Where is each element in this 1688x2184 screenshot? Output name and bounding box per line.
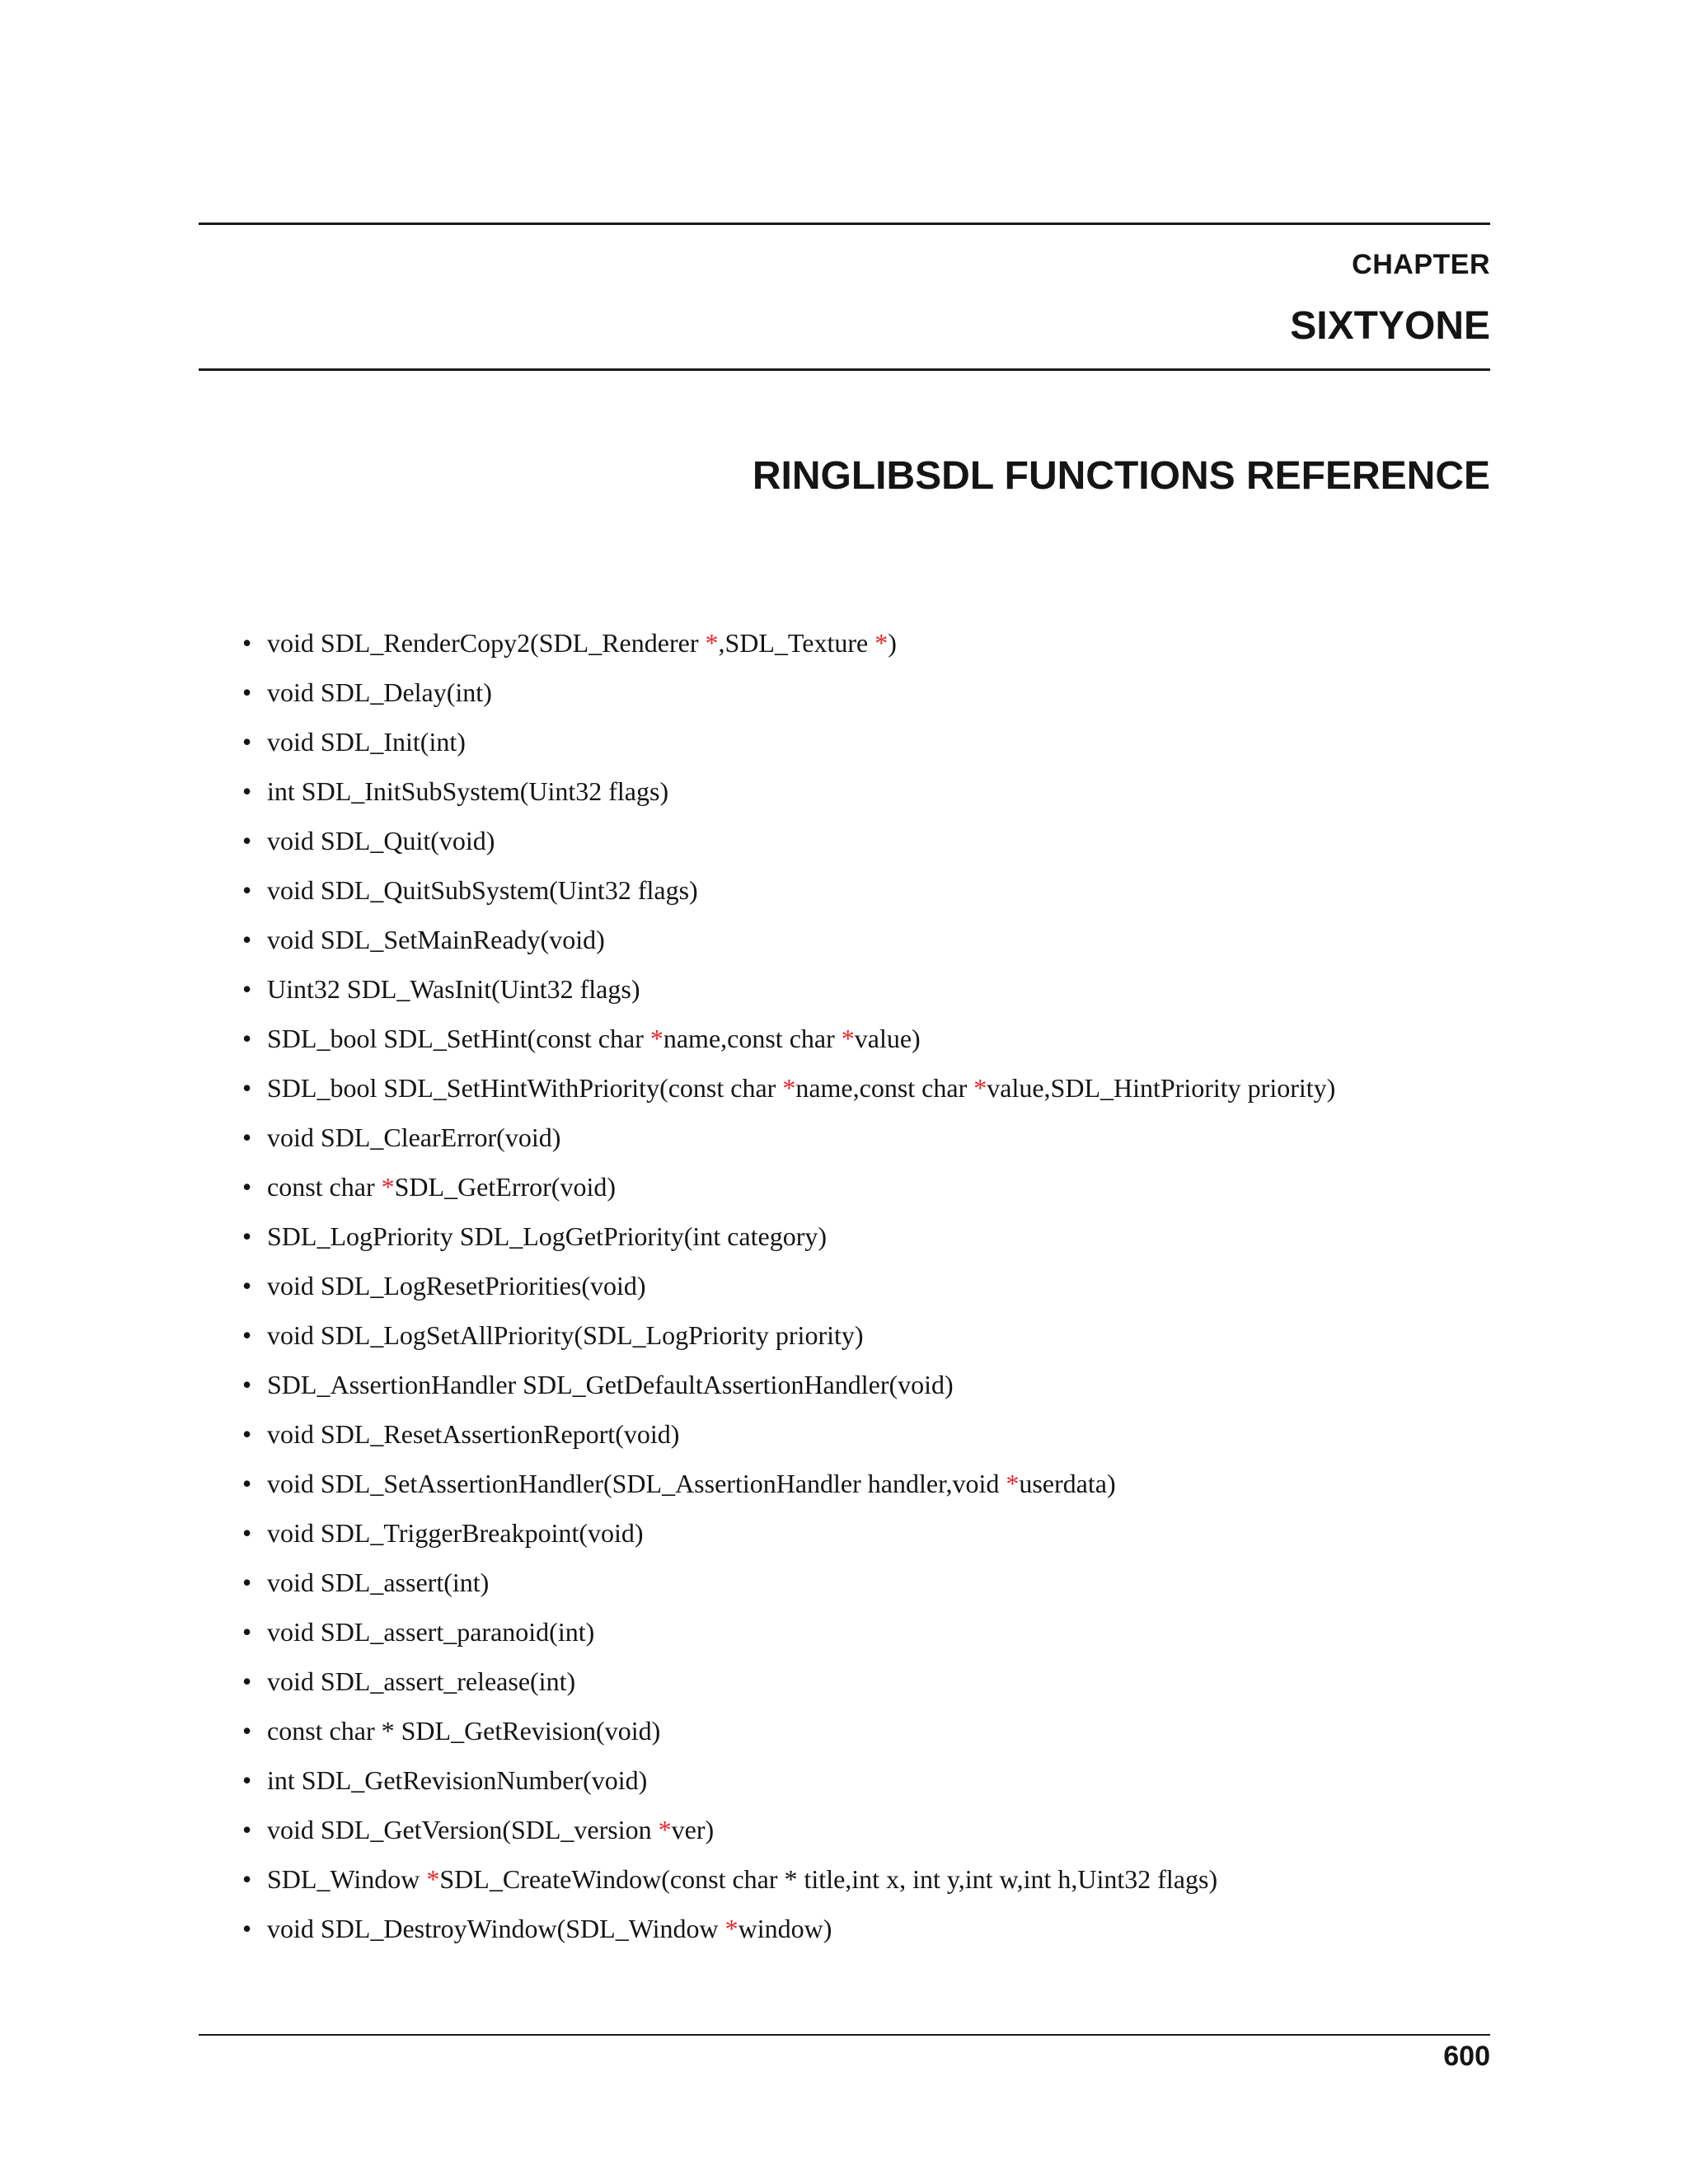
function-signature-text: SDL_CreateWindow(const char * title,int x, int y,int w,int h,Uint32 flags) — [439, 1864, 1218, 1894]
function-signature-text: ver) — [671, 1815, 715, 1844]
pointer-asterisk: * — [874, 628, 889, 658]
function-signature-text: ) — [888, 628, 897, 658]
function-signature-text: ,SDL_Texture — [718, 628, 875, 658]
bullet-icon: • — [242, 1666, 252, 1696]
bullet-icon: • — [242, 875, 252, 905]
function-list-item — [239, 622, 1335, 672]
function-signature-text: void SDL_LogSetAllPriority(SDL_LogPriority priority) — [267, 1320, 864, 1350]
function-list-item — [239, 672, 1335, 721]
function-list-item — [239, 1315, 1335, 1364]
pointer-asterisk: * — [658, 1815, 672, 1844]
function-signature-text: void SDL_SetMainReady(void) — [267, 925, 605, 954]
function-list-item — [239, 968, 1335, 1018]
function-list-item — [239, 1413, 1335, 1463]
function-list-item — [239, 1018, 1335, 1067]
function-signature-text: SDL_Window — [267, 1864, 427, 1894]
function-signature-text: void SDL_Quit(void) — [267, 826, 495, 855]
function-list-item — [239, 1067, 1335, 1117]
function-signature-text: void SDL_GetVersion(SDL_version — [267, 1815, 659, 1844]
function-signature-text: int SDL_InitSubSystem(Uint32 flags) — [267, 776, 669, 806]
chapter-rule — [199, 368, 1490, 371]
function-signature-text: void SDL_ResetAssertionReport(void) — [267, 1419, 680, 1449]
function-signature-text: void SDL_LogResetPriorities(void) — [267, 1271, 646, 1301]
function-list-item — [239, 1512, 1335, 1562]
pointer-asterisk: * — [724, 1914, 738, 1943]
bullet-icon: • — [242, 1765, 252, 1795]
bullet-icon: • — [242, 1716, 252, 1746]
bullet-icon: • — [242, 1815, 252, 1844]
function-signature-text: void SDL_RenderCopy2(SDL_Renderer — [267, 628, 706, 658]
footer-rule — [199, 2034, 1490, 2036]
pointer-asterisk: * — [426, 1864, 440, 1894]
function-list-item — [239, 869, 1335, 919]
pointer-asterisk: * — [841, 1024, 855, 1053]
function-list-item — [239, 1809, 1335, 1858]
bullet-icon: • — [242, 974, 252, 1004]
function-signature-text: SDL_bool SDL_SetHint(const char — [267, 1024, 650, 1053]
pointer-asterisk: * — [705, 628, 719, 658]
function-list-item — [239, 1562, 1335, 1611]
function-list-item — [239, 1661, 1335, 1710]
bullet-icon: • — [242, 1419, 252, 1449]
function-signature-text: name,const char — [795, 1073, 974, 1103]
function-signature-text: Uint32 SDL_WasInit(Uint32 flags) — [267, 974, 640, 1004]
bullet-icon: • — [242, 1073, 252, 1103]
page-title: RINGLIBSDL FUNCTIONS REFERENCE — [752, 454, 1490, 498]
function-signature-text: void SDL_Init(int) — [267, 727, 466, 757]
function-list-item — [239, 919, 1335, 968]
function-signature-text: void SDL_assert_paranoid(int) — [267, 1617, 595, 1647]
function-signature-text: userdata) — [1019, 1469, 1116, 1498]
bullet-icon: • — [242, 1271, 252, 1301]
function-signature-text: void SDL_assert(int) — [267, 1568, 490, 1597]
function-signature-text: int SDL_GetRevisionNumber(void) — [267, 1765, 648, 1795]
function-list — [239, 622, 1335, 1957]
function-signature-text: void SDL_ClearError(void) — [267, 1122, 561, 1152]
function-signature-text: void SDL_Delay(int) — [267, 677, 492, 707]
bullet-icon: • — [242, 677, 252, 707]
function-list-item — [239, 1463, 1335, 1512]
bullet-icon: • — [242, 1469, 252, 1498]
bullet-icon: • — [242, 776, 252, 806]
bullet-icon: • — [242, 1914, 252, 1943]
pointer-asterisk: * — [973, 1073, 987, 1103]
bullet-icon: • — [242, 1221, 252, 1251]
function-signature-text: SDL_AssertionHandler SDL_GetDefaultAssertionHandler(void) — [267, 1370, 954, 1399]
function-signature-text: void SDL_DestroyWindow(SDL_Window — [267, 1914, 725, 1943]
bullet-icon: • — [242, 1370, 252, 1399]
function-list-item — [239, 1216, 1335, 1265]
function-list-item — [239, 1265, 1335, 1315]
pointer-asterisk: * — [782, 1073, 796, 1103]
bullet-icon: • — [242, 1024, 252, 1053]
function-list-item — [239, 1710, 1335, 1760]
function-list-item — [239, 721, 1335, 771]
pointer-asterisk: * — [1006, 1469, 1020, 1498]
pointer-asterisk: * — [381, 1172, 395, 1202]
bullet-icon: • — [242, 1864, 252, 1894]
function-signature-text: name,const char — [663, 1024, 842, 1053]
function-signature-text: SDL_bool SDL_SetHintWithPriority(const char — [267, 1073, 783, 1103]
bullet-icon: • — [242, 1518, 252, 1548]
bullet-icon: • — [242, 1320, 252, 1350]
function-list-item — [239, 1364, 1335, 1413]
function-list-item — [239, 1858, 1335, 1908]
bullet-icon: • — [242, 1568, 252, 1597]
function-list-item — [239, 820, 1335, 869]
function-signature-text: void SDL_assert_release(int) — [267, 1666, 576, 1696]
bullet-icon: • — [242, 925, 252, 954]
function-list-item — [239, 1611, 1335, 1661]
function-signature-text: void SDL_SetAssertionHandler(SDL_AssertionHandler handler,void — [267, 1469, 1006, 1498]
function-signature-text: void SDL_QuitSubSystem(Uint32 flags) — [267, 875, 698, 905]
function-signature-text: value,SDL_HintPriority priority) — [987, 1073, 1336, 1103]
bullet-icon: • — [242, 826, 252, 855]
function-signature-text: const char — [267, 1172, 382, 1202]
page-number: 600 — [1443, 2041, 1490, 2072]
function-signature-text: value) — [854, 1024, 921, 1053]
function-list-item — [239, 771, 1335, 820]
chapter-number: SIXTYONE — [1290, 304, 1490, 348]
chapter-label: CHAPTER — [1352, 249, 1490, 280]
function-list-item — [239, 1166, 1335, 1216]
function-signature-text: const char * SDL_GetRevision(void) — [267, 1716, 661, 1746]
top-rule — [199, 223, 1490, 225]
bullet-icon: • — [242, 727, 252, 757]
bullet-icon: • — [242, 1172, 252, 1202]
bullet-icon: • — [242, 628, 252, 658]
function-signature-text: void SDL_TriggerBreakpoint(void) — [267, 1518, 644, 1548]
function-signature-text: SDL_LogPriority SDL_LogGetPriority(int category) — [267, 1221, 828, 1251]
pointer-asterisk: * — [649, 1024, 663, 1053]
function-list-item — [239, 1117, 1335, 1166]
function-signature-text: window) — [738, 1914, 832, 1943]
bullet-icon: • — [242, 1122, 252, 1152]
function-list-item — [239, 1760, 1335, 1809]
function-list-item — [239, 1908, 1335, 1957]
bullet-icon: • — [242, 1617, 252, 1647]
function-signature-text: SDL_GetError(void) — [394, 1172, 616, 1202]
